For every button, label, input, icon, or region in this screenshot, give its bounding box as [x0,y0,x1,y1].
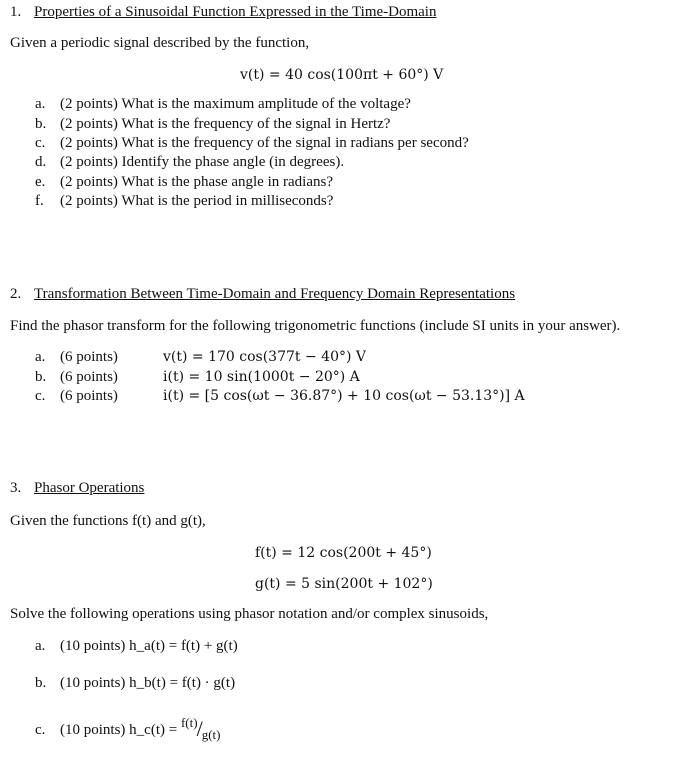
section3-instruction: Solve the following operations using phasor notation and/or complex sinusoids, [10,606,489,622]
section2-item-c: c. (6 points) i(t) = [5 cos(ωt − 36.87°) + 10 cos(ωt − 53.13°)] A [35,388,525,404]
section3-number: 3. [10,480,22,496]
section2-equation-a: v(t) = 170 cos(377t − 40°) V [163,349,366,365]
section2-equation-b: i(t) = 10 sin(1000t − 20°) A [163,369,360,385]
section3-item-c: c. (10 points) h_c(t) = f(t)/g(t) [35,715,221,742]
section1-item-c: c. (2 points) What is the frequency of the signal in radians per second? [35,135,469,151]
section2-item-a: a. (6 points) v(t) = 170 cos(377t − 40°) V [35,349,366,365]
section1-title: Properties of a Sinusoidal Function Expressed in the Time-Domain [34,4,437,20]
section1-item-b: b. (2 points) What is the frequency of the signal in Hertz? [35,116,391,132]
section1-equation: v(t) = 40 cos(100πt + 60°) V [240,67,444,83]
section2-number: 2. [10,286,22,302]
section3-item-b: b. (10 points) h_b(t) = f(t) · g(t) [35,675,236,691]
section1-intro: Given a periodic signal described by the function, [10,35,310,51]
section3-equation-g: g(t) = 5 sin(200t + 102°) [255,576,433,592]
section2-item-b: b. (6 points) i(t) = 10 sin(1000t − 20°) A [35,369,360,385]
fraction-denominator: g(t) [201,727,221,742]
section2-equation-c: i(t) = [5 cos(ωt − 36.87°) + 10 cos(ωt − 53.13°)] A [163,388,525,404]
section1-item-f: f. (2 points) What is the period in milliseconds? [35,193,334,209]
section1-item-a: a. (2 points) What is the maximum amplitude of the voltage? [35,96,411,112]
section3-item-c-lhs: h_c(t) = [129,722,178,738]
section2-intro: Find the phasor transform for the following trigonometric functions (include SI units in your answer). [10,318,621,334]
section3-equation-f: f(t) = 12 cos(200t + 45°) [255,545,432,561]
fraction-slash: / [196,716,203,741]
section3-title: Phasor Operations [34,480,145,496]
section2-title: Transformation Between Time-Domain and Frequency Domain Representations [34,286,516,302]
section1-item-e: e. (2 points) What is the phase angle in radians? [35,174,333,190]
section2-heading [10,285,515,303]
section1-number: 1. [10,4,22,20]
fraction-numerator: f(t) [180,715,198,730]
section1-heading [10,3,436,21]
section3-item-a: a. (10 points) h_a(t) = f(t) + g(t) [35,638,238,654]
section3-intro: Given the functions f(t) and g(t), [10,513,206,529]
section3-heading [10,479,144,497]
section1-item-d: d. (2 points) Identify the phase angle (in degrees). [35,154,345,170]
